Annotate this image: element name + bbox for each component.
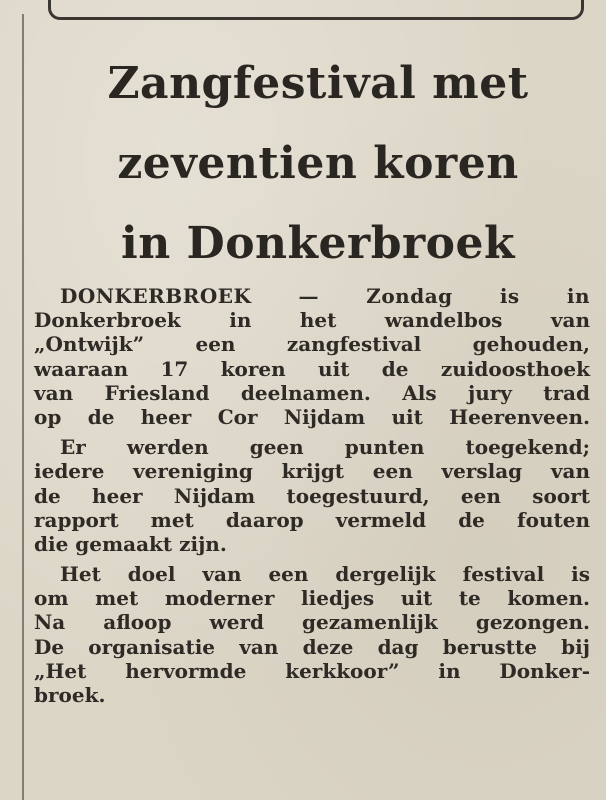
- text-line: „Ontwijk” een zangfestival gehouden,: [34, 332, 590, 357]
- headline-line: Zangfestival met: [107, 58, 529, 109]
- headline-line: zeventien koren: [117, 138, 519, 189]
- text-line: de heer Nijdam toegestuurd, een soort: [34, 483, 590, 508]
- text-line: op de heer Cor Nijdam uit Heerenveen.: [34, 404, 590, 429]
- text-line: van Friesland deelnamen. Als jury trad: [34, 380, 590, 405]
- column-rule: [22, 14, 24, 800]
- text-line: Donkerbroek in het wandelbos van: [34, 308, 590, 333]
- text-line: „Het hervormde kerkkoor” in Donker-: [34, 658, 590, 683]
- text-line: iedere vereniging krijgt een verslag van: [34, 459, 590, 484]
- paragraph-1: [34, 284, 590, 429]
- text-line: om met moderner liedjes uit te komen.: [34, 586, 590, 611]
- text-line: broek.: [34, 683, 106, 707]
- text-line: Na afloop werd gezamenlijk gezongen.: [34, 610, 590, 635]
- text-line: Het doel van een dergelijk festival is: [60, 562, 590, 587]
- article-headline: [30, 44, 606, 284]
- text-line: die gemaakt zijn.: [34, 531, 227, 556]
- text-line: DONKERBROEK — Zondag is in: [60, 284, 590, 308]
- text-line: waaraan 17 koren uit de zuidoosthoek: [34, 356, 590, 381]
- article-body: [34, 284, 590, 707]
- previous-article-frame: [48, 0, 584, 20]
- text-line: Er werden geen punten toegekend;: [60, 435, 590, 460]
- paragraph-2: [34, 435, 590, 556]
- text-line: rapport met daarop vermeld de fouten: [34, 507, 590, 532]
- headline-line: in Donkerbroek: [121, 218, 515, 269]
- paragraph-3: [34, 562, 590, 707]
- text-line: De organisatie van deze dag berustte bij: [34, 634, 590, 659]
